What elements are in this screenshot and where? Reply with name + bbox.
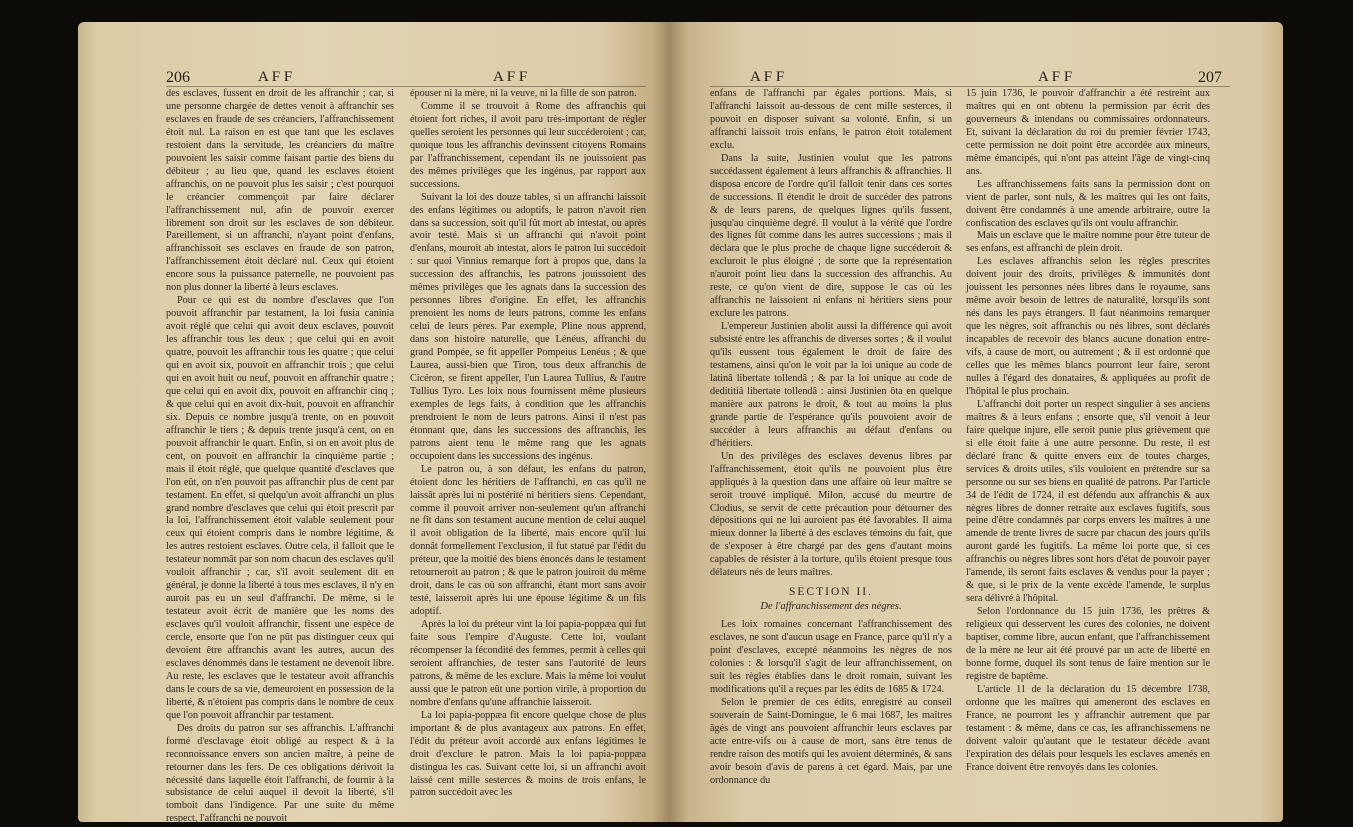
header-rule-right — [710, 86, 1230, 87]
running-head-right-col1: A F F — [750, 69, 785, 85]
paragraph: enfans de l'affranchi par égales portions. Mais, si l'affranchi laissoit au-dessous de cent mille sesterces, il pouvoit en disposer suivant sa volonté. Enfin, si un affranchi laissoit trois enfans, le patron étoit totalement exclu. — [710, 88, 952, 151]
page-number-left: 206 — [166, 69, 190, 86]
paragraph: épouser ni la mère, ni la veuve, ni la fille de son patron. — [410, 88, 637, 99]
paragraph: des esclaves, fussent en droit de les affranchir ; car, si une personne chargée de dettes venoit à affranchir ses esclaves en fraude de ses créanciers, l'affranchissement étoit nul. La raison en est que tant que les esclaves restoient dans la servitude, les créanciers du maître pouvoient les saisir comme faisant partie des biens du débiteur ; au lieu que, quand les esclaves étoient affranchis, on ne pouvoit plus les saisir ; c'est pourquoi le créancier commençoit par faire déclarer l'affranchissement nul, afin de pouvoir exercer librement son droit sur les esclaves de son débiteur. Pareillement, si un affranchi, n'ayant point d'enfans, affranchissoit ses esclaves en fraude de son patron, l'affranchissement étoit déclaré nul. Ceux qui étoient encore sous la puissance paternelle, ne pouvoient pas non plus donner la liberté à leurs esclaves. — [166, 88, 394, 294]
paragraph: 15 juin 1736, le pouvoir d'affranchir a été restreint aux maîtres qui en ont obtenu la permission par écrit des gouverneurs & intendans ou commissaires ordonnateurs. Et, suivant la déclaration du roi du premier février 1743, cette permission ne doit point être accordée aux mineurs, même émancipés, qui n'ont pas atteint l'âge de vingt-cinq ans. — [966, 88, 1210, 177]
paragraph: L'empereur Justinien abolit aussi la différence qui avoit subsisté entre les affranchis de diverses sortes ; & il voulut qu'ils eussent tous également le droit de faire des testamens, ainsi qu'on le voit par la loi unique au code de latinâ libertate tollendâ ; & par la loi unique au code de dedititiâ libertate tollendâ : ainsi Justinien ôta en quelque manière aux patrons le droit, & tout au moins la plus grande partie de l'espérance qu'ils pouvoient avoir de succéder à leurs affranchis au défaut d'enfans ou d'héritiers. — [710, 321, 952, 449]
paragraph: Les esclaves affranchis selon les règles prescrites doivent jouir des droits, privilèges & immunités dont jouissent les personnes nées libres dans le royaume, sans même avoir besoin de lettres de naturalité, lorsqu'ils sont nés dans les pays étrangers. Il faut néanmoins remarquer que les nègres, soit affranchis ou nés libres, sont déclarés incapables de recevoir des blancs aucune donation entre-vifs, à cause de mort, ou autrement ; & il est ordonné que celles que les mêmes blancs pourront leur faire, seront nulles à l'égard des donataires, & appliquées au profit de l'hôpital le plus prochain. — [966, 256, 1210, 397]
right-page-column-1 — [710, 88, 952, 808]
paragraph: La loi papia-poppæa fit encore quelque chose de plus important & de plus avantageux aux patrons. En effet, l'édit du préteur avoit accordé aux enfans légitimes le droit d'exclure le patron. Mais la loi papia-poppæa distingua les cas. Suivant cette loi, si un affranchi avoit laissé cent mille sesterces & moins de trois enfans, le patron succédoit avec les — [410, 709, 646, 799]
left-page-column-1 — [166, 88, 394, 825]
paragraph: Le patron ou, à son défaut, les enfans du patron, étoient donc les héritiers de l'affranchi, en cas qu'il ne laissât après lui ni postérité ni héritiers siens. Cependant, comme il pouvoit arriver non-seulement qu'un affranchi ne fît dans son testament aucune mention de celui auquel il avoit obligation de la liberté, mais encore qu'il lui donnât formellement l'exclusion, il fut statué par l'édit du préteur, que la moitié des biens énoncés dans le testament retourneroit au patron ; & que le patron jouiroit du même droit, dans le cas où son affranchi, étant mort sans avoir testé, laisseroit après lui une épouse légitime & un fils adoptif. — [410, 463, 646, 618]
running-head-right-col2: A F F — [1038, 69, 1073, 85]
paragraph: L'affranchi doit porter un respect singulier à ses anciens maîtres & à leurs enfans ; ensorte que, s'il venoit à leur faire quelque injure, elle seroit punie plus grièvement que si elle étoit faite à une autre personne. Du reste, il est déclaré franc & quitte envers eux de toutes charges, services & droits utiles, s'ils vouloient en prétendre sur sa personne ou sur ses biens en qualité de patrons. Par l'article 34 de l'édit de 1724, il est défendu aux affranchis & aux nègres libres de donner retraite aux esclaves fugitifs, sous peine d'être condamnés par corps envers les maîtres à une amende de trente livres de sucre par chacun des jours qu'ils auront gardé les fugitifs. La même loi porte que, si ces affranchis ou nègres libres sont hors d'état de pouvoir payer l'amende, ils seront faits esclaves & vendus pour la payer ; & que, si le prix de la vente excède l'amende, le surplus sera délivré à l'hôpital. — [966, 398, 1210, 605]
paragraph: Après la loi du préteur vint la loi papia-poppæa qui fut faite sous l'empire d'Auguste. Cette loi, voulant récompenser la fécondité des femmes, permit à celles qui seroient affranchies, de tester sans l'autorité de leurs patrons, & même de les exclure. Mais la même loi voulut aussi que le patron eût une portion virile, à proportion du nombre d'enfans qu'une affranchie laisseroit. — [410, 619, 646, 708]
paragraph: Suivant la loi des douze tables, si un affranchi laissoit des enfans légitimes ou adoptifs, le patron n'avoit rien dans sa succession, soit qu'il fût mort ab intestat, ou après avoir testé. Mais si un affranchi qui n'avoit point d'enfans, mouroit ab intestat, alors le patron lui succédoit : sur quoi Vinnius remarque fort à propos que, dans la succession des affranchis, les patrons jouissoient des mêmes privilèges que les agnats dans la succession des personnes libres d'origine. En effet, les affranchis prenoient les noms de leurs patrons, comme les enfans celui de leurs pères. Par exemple, Pline nous apprend, dans son histoire naturelle, que Lénéus, affranchi du grand Pompée, se fit appeller Pompeius Lenéus ; & que Laurea, aussi-bien que Tiron, tous deux affranchis de Cicéron, se firent appeller, l'un Laurea Tullius, & l'autre Tullius Tyro. Les loix nous fournissent même plusieurs exemples de legs faits, à condition que les affranchis prendroient le nom de leurs patrons. Ainsi il n'est pas étonnant que, dans les successions des affranchis, les patrons aient tenu le même rang que les agnats occupoient dans les successions des ingénus. — [410, 191, 646, 462]
header-rule-left — [166, 86, 646, 87]
section-subtitle: De l'affranchissement des nègres. — [760, 601, 902, 613]
paragraph: Comme il se trouvoit à Rome des affranchis qui étoient fort riches, il avoit paru très-important de régler quelles seroient les personnes qui leur succéderoient ; car, quoique tous les affranchis devinssent citoyens Romains par l'affranchissement, cependant ils ne jouissoient pas des mêmes privilèges que les ingénus, par rapport aux successions. — [410, 100, 646, 190]
right-page — [670, 22, 1283, 822]
paragraph: Un des privilèges des esclaves devenus libres par l'affranchissement, étoit qu'ils ne pouvoient plus être appliqués à la question dans une affaire où leur maître se seroit trouvé impliqué. Milon, accusé du meurtre de Clodius, se servit de cette précaution pour détourner des dépositions qui ne lui auroient pas été favorables. Il aima mieux donner la liberté à des esclaves témoins du fait, que de s'exposer à être chargé par des gens d'autant moins capables de résister à la torture, qu'ils étoient presque tous délateurs nés de leurs maîtres. — [710, 450, 952, 579]
left-page — [78, 22, 670, 825]
open-book — [78, 22, 1283, 825]
paragraph: Selon l'ordonnance du 15 juin 1736, les prêtres & religieux qui desservent les cures des colonies, ne doivent baptiser, comme libre, aucun enfant, que l'affranchissement de la mère ne leur ait été prouvé par un acte de liberté en bonne forme, duquel ils sont tenus de faire mention sur le registre de baptême. — [966, 606, 1210, 682]
paragraph: Pour ce qui est du nombre d'esclaves que l'on pouvoit affranchir par testament, la loi fusia caninia avoit réglé que celui qui avoit deux esclaves, pouvoit les affranchir tous les deux ; que celui qui en avoit quatre, pouvoit les affranchir tous les quatre ; que celui qui en avoit six, pouvoit en affranchir trois ; que celui qui en avoit huit ou neuf, pouvoit en affranchir quatre ; que celui qui en avoit dix, pouvoit en affranchir cinq ; & que celui qui en avoit dix-huit, pouvoit en affranchir six. Depuis ce nombre jusqu'à trente, on en pouvoit affranchir le tiers ; & depuis trente jusqu'à cent, on en pouvoit affranchir le quart. Enfin, si on en avoit plus de cent, on pouvoit en affranchir la cinquième partie ; mais il étoit réglé, que quelque quantité d'esclaves que l'on eût, on n'en pouvoit pas affranchir plus de cent par testament. En effet, si quelqu'un avoit affranchi un plus grand nombre d'esclaves que celui qui étoit prescrit par la loi, l'affranchissement étoit valable seulement pour ceux qui étoient compris dans le nombre légitime, & les autres restoient esclaves. Outre cela, il falloit que le testateur nommât par son nom chacun des esclaves qu'il vouloit affranchir ; car, s'il avoit seulement dit en général, je donne la liberté à tous mes esclaves, il n'y en auroit pas eu un seul d'affranchi. De même, si le testateur avoit écrit de manière que les noms des esclaves qu'il vouloit affranchir, fissent une espèce de cercle, ensorte que l'on ne pût pas distinguer ceux qui devoient être affranchis avant les autres, aucun des esclaves dénommés dans le testament ne devenoit libre. Au reste, les esclaves que le testateur avoit affranchis dans le cours de sa vie, demeuroient en possession de la liberté, & n'étoient pas compris dans le nombre de ceux que l'on pouvoit affranchir par testament. — [166, 295, 394, 721]
left-page-column-2 — [410, 88, 646, 808]
paragraph: Des droits du patron sur ses affranchis. L'affranchi formé d'esclavage étoit obligé au respect & à la reconnoissance envers son ancien maître, à peine de retourner dans les fers. De ces obligations dérivoit la nécessité dans laquelle étoit l'affranchi, de fournir à la subsistance de celui auquel il devoit la liberté, s'il tomboit dans l'indigence. Par une suite du même respect, l'affranchi ne pouvoit — [166, 722, 394, 825]
paragraph: Les loix romaines concernant l'affranchissement des esclaves, ne sont d'aucun usage en France, parce qu'il n'y a point d'esclaves, excepté néanmoins les nègres de nos colonies : & lorsqu'il s'agit de leur affranchissement, on suit les règles établies dans le droit romain, suivant les modifications qu'il a reçues par les édits de 1685 & 1724. — [710, 619, 952, 695]
paragraph: L'article 11 de la déclaration du 15 décembre 1738, ordonne que les maîtres qui ameneront des esclaves en France, ne pourront les y affranchir autrement que par testament : & même, dans ce cas, les affranchissemens ne doivent valoir qu'autant que le testateur décède avant l'expiration des délais pour lesquels les esclaves amenés en France doivent être renvoyés dans les colonies. — [966, 683, 1210, 773]
running-head-left-col1: A F F — [258, 69, 293, 85]
running-head-left-col2: A F F — [493, 69, 528, 85]
paragraph: Selon le premier de ces édits, enregistré au conseil souverain de Saint-Domingue, le 6 mai 1687, les maîtres âgés de vingt ans pouvoient affranchir leurs esclaves par acte entre-vifs ou à cause de mort, sans être tenus de rendre raison des motifs qui les avoient déterminés, & sans avoir besoin d'avis de parens à cet égard. Mais, par une ordonnance du — [710, 696, 952, 786]
right-page-column-2 — [966, 88, 1210, 808]
section-heading: SECTION II. — [789, 586, 873, 599]
paragraph: Les affranchissemens faits sans la permission dont on vient de parler, sont nuls, & les maîtres qui les ont faits, doivent être condamnés à une amende arbitraire, outre la confiscation des esclaves qu'ils ont voulu affranchir. — [966, 178, 1210, 229]
paragraph: Dans la suite, Justinien voulut que les patrons succédassent également à leurs affranchis & affranchies. Il disposa encore de l'ordre qu'il falloit tenir dans ces sortes de successions. Il étendit le droit de succéder des patrons & de leurs parens, de quelques lignes qu'ils fussent, jusqu'au cinquième degré. Il voulut à la vérité que l'ordre des lignes fût comme dans les autres successions ; mais il déclara que le plus proche de chaque ligne succéderoit & excluroit le plus éloigné ; de sorte que la représentation n'auroit point lieu dans la succession des affranchis. Au reste, ce qu'on vient de dire, suppose le cas où les affranchis ne laissoient ni enfans ni héritiers siens pour exclure les patrons. — [710, 152, 952, 320]
page-number-right: 207 — [1198, 69, 1222, 86]
paragraph: Mais un esclave que le maître nomme pour être tuteur de ses enfans, est affranchi de plein droit. — [966, 230, 1210, 255]
